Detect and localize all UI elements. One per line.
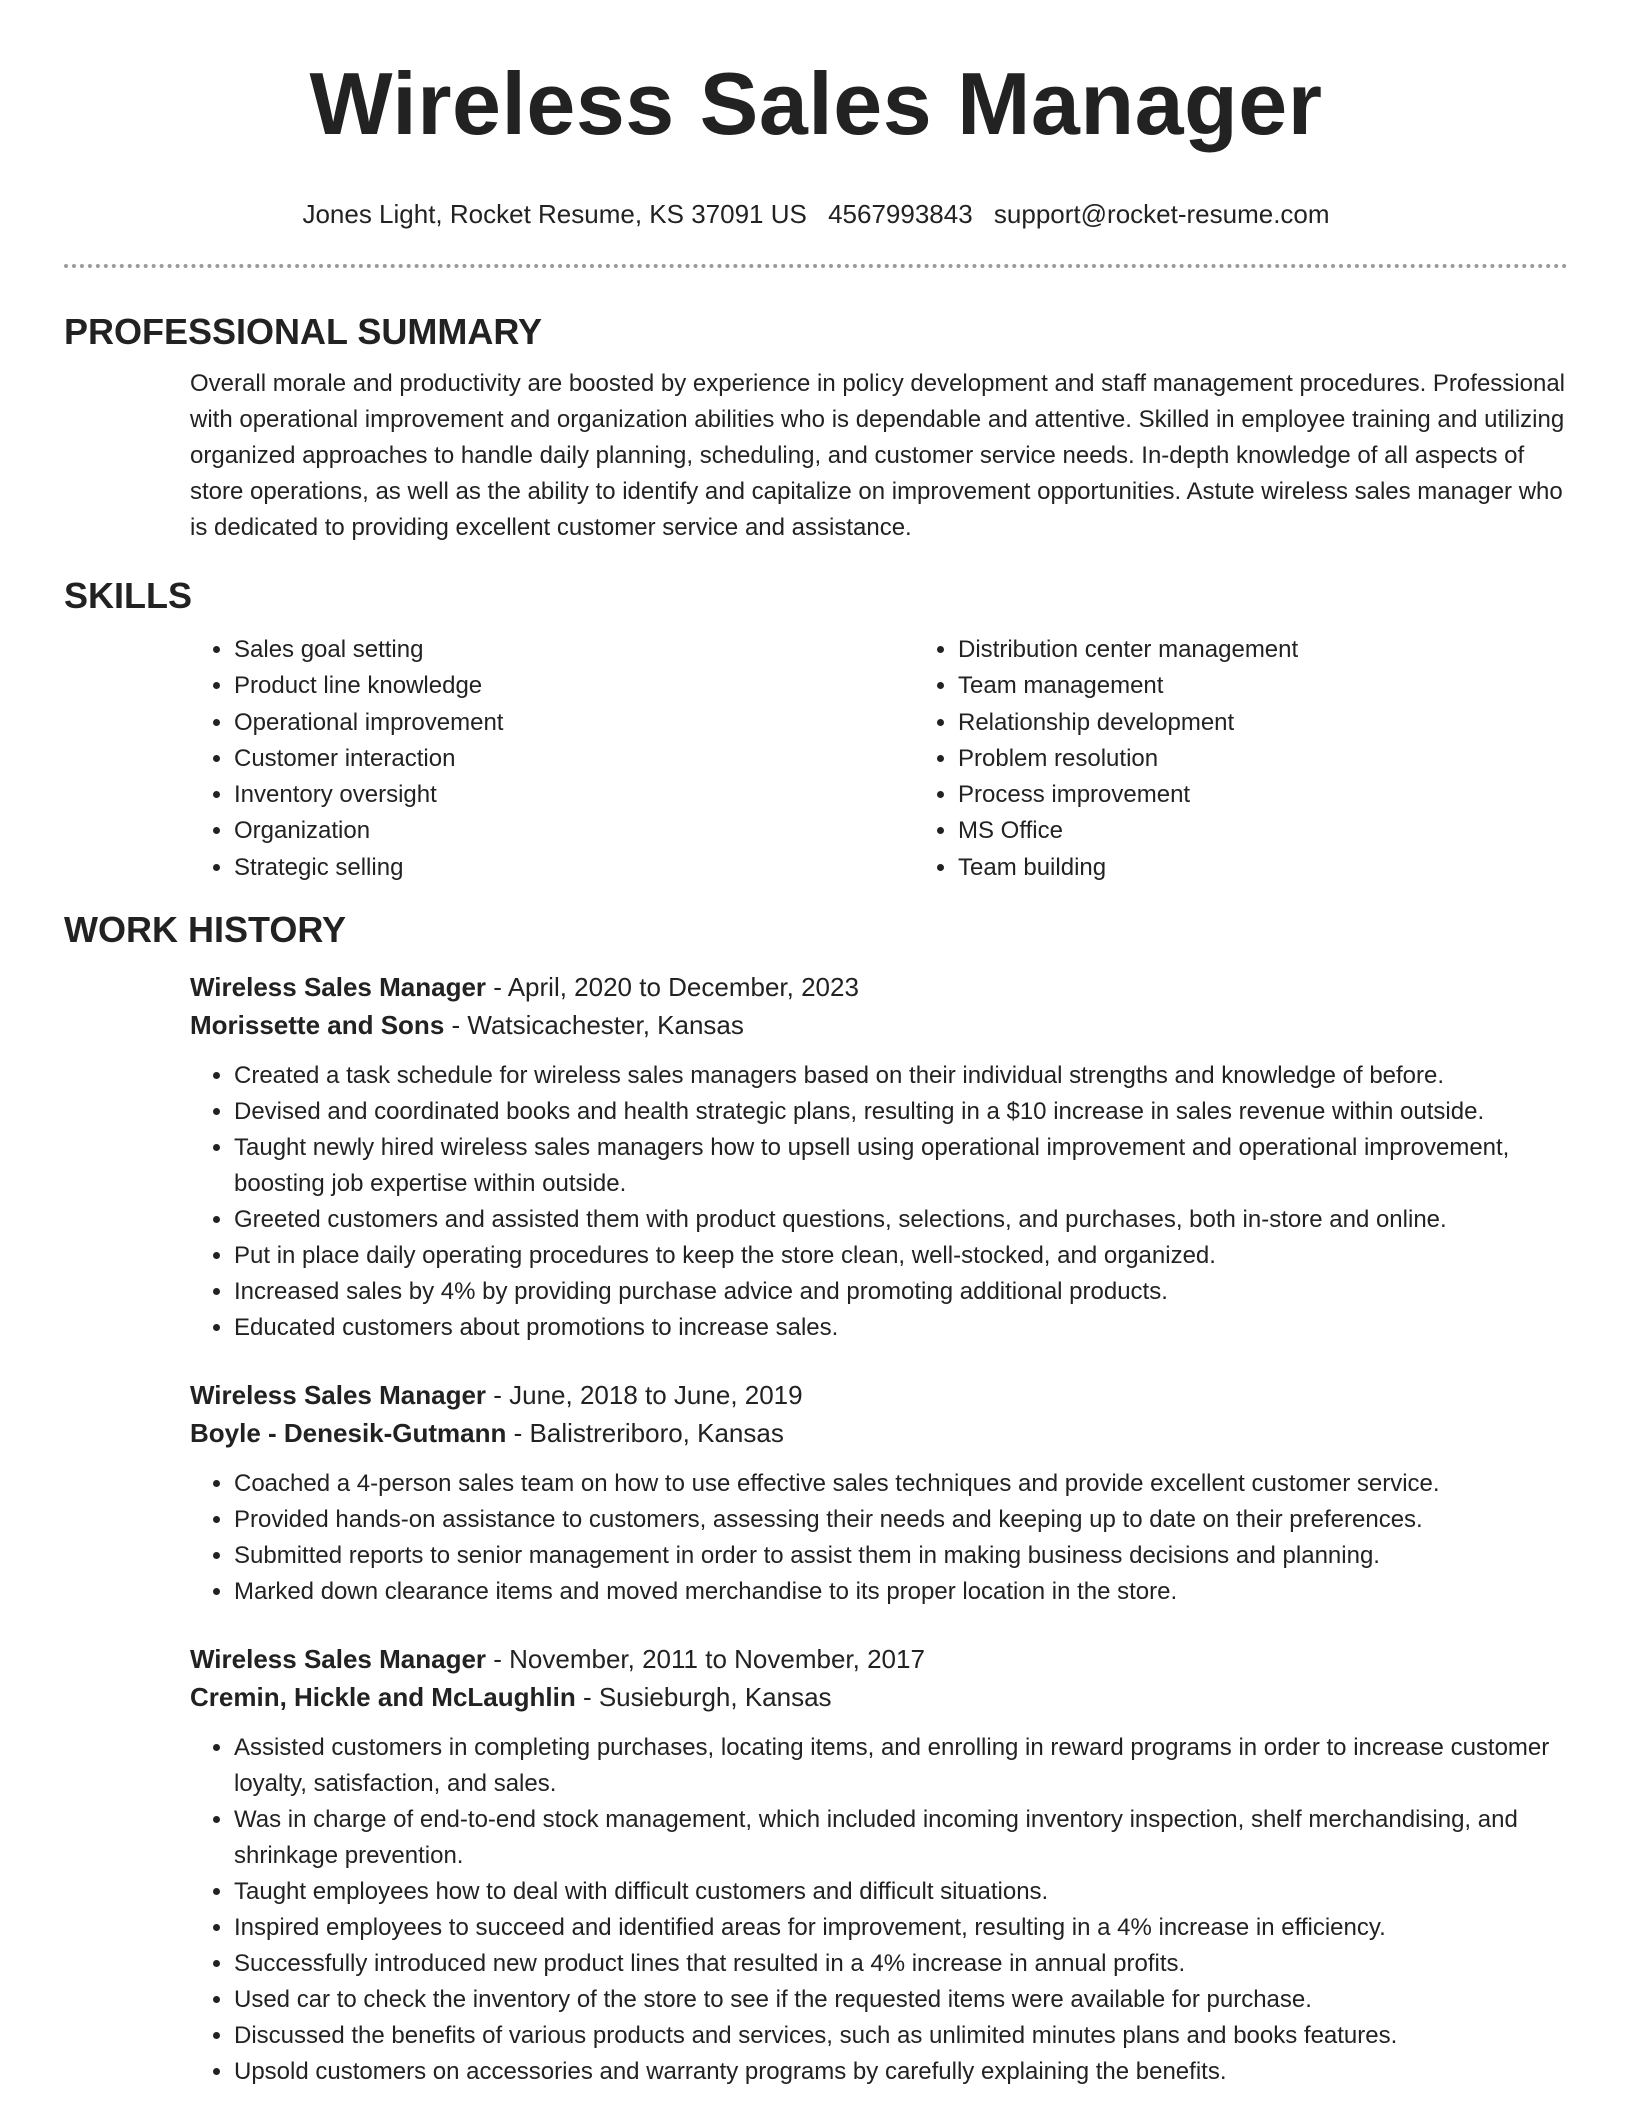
contact-phone: 4567993843: [828, 199, 973, 229]
job-bullet: • Upsold customers on accessories and warranty programs by carefully explaining the benefits.: [234, 2054, 1568, 2090]
skill-item: • Inventory oversight: [234, 777, 914, 813]
skill-item: • MS Office: [958, 813, 1568, 849]
resume-name: Wireless Sales Manager: [309, 54, 1323, 153]
job-bullet: • Educated customers about promotions to increase sales.: [234, 1310, 1568, 1346]
job-bullet: • Submitted reports to senior management in order to assist them in making business decisions and planning.: [234, 1538, 1568, 1574]
skills-column-left: [190, 632, 914, 886]
skill-item: • Sales goal setting: [234, 632, 914, 668]
job-company: Boyle - Denesik-Gutmann: [190, 1418, 507, 1449]
skill-item: • Organization: [234, 813, 914, 849]
job-bullet: • Successfully introduced new product lines that resulted in a 4% increase in annual profits.: [234, 1946, 1568, 1982]
job-location: - Watsicachester, Kansas: [444, 1010, 744, 1041]
skills-title: SKILLS: [64, 575, 193, 616]
skill-item: • Customer interaction: [234, 741, 914, 777]
job-dates: - April, 2020 to December, 2023: [486, 972, 859, 1003]
job-title-line: [190, 968, 1568, 1006]
job-company: Morissette and Sons: [190, 1010, 445, 1041]
job-title: Wireless Sales Manager: [190, 1380, 487, 1411]
job-bullet: • Provided hands-on assistance to customers, assessing their needs and keeping up to date on their preferences.: [234, 1502, 1568, 1538]
skill-item: • Problem resolution: [958, 741, 1568, 777]
job-bullets: [190, 1730, 1568, 2090]
job-bullet: • Created a task schedule for wireless sales managers based on their individual strengths and knowledge of before.: [234, 1058, 1568, 1094]
job-location: - Susieburgh, Kansas: [575, 1682, 832, 1713]
skill-item: • Team building: [958, 850, 1568, 886]
job-bullet: • Assisted customers in completing purchases, locating items, and enrolling in reward programs in order to increase customer loyalty, satisfaction, and sales.: [234, 1730, 1568, 1802]
job-entry: [190, 968, 1568, 1346]
job-bullet: • Devised and coordinated books and health strategic plans, resulting in a $10 increase in sales revenue within outside.: [234, 1094, 1568, 1130]
job-bullet: • Marked down clearance items and moved merchandise to its proper location in the store.: [234, 1574, 1568, 1610]
summary-text: Overall morale and productivity are boosted by experience in policy development and staff management procedures. Professional with operational improvement and organization abilities who is dependable and attentive. Skilled in employee training and utilizing organized approaches to handle daily planning, scheduling, and customer service needs. In-depth knowledge of all aspects of store operations, as well as the ability to identify and capitalize on improvement opportunities. Astute wireless sales manager who is dedicated to providing excellent customer service and assistance.: [190, 370, 1565, 541]
job-dates: - November, 2011 to November, 2017: [486, 1644, 925, 1675]
job-entry: [190, 1640, 1568, 2090]
job-bullet: • Greeted customers and assisted them with product questions, selections, and purchases, both in-store and online.: [234, 1202, 1568, 1238]
job-bullet: • Taught employees how to deal with difficult customers and difficult situations.: [234, 1874, 1568, 1910]
job-title-line: [190, 1640, 1568, 1678]
work-history-title: WORK HISTORY: [64, 909, 347, 951]
contact-address: Jones Light, Rocket Resume, KS 37091 US: [302, 199, 807, 229]
job-bullet: • Used car to check the inventory of the store to see if the requested items were available for purchase.: [234, 1982, 1568, 2018]
job-title-line: [190, 1376, 1568, 1414]
job-company: Cremin, Hickle and McLaughlin: [190, 1682, 576, 1713]
job-title: Wireless Sales Manager: [190, 1644, 487, 1675]
skill-item: • Process improvement: [958, 777, 1568, 813]
job-bullets: [190, 1058, 1568, 1346]
skills-column-right: [914, 632, 1568, 886]
contact-email: support@rocket-resume.com: [993, 199, 1330, 229]
skill-item: • Strategic selling: [234, 850, 914, 886]
job-location: - Balistreriboro, Kansas: [506, 1418, 784, 1449]
job-bullet: • Discussed the benefits of various products and services, such as unlimited minutes plans and books features.: [234, 2018, 1568, 2054]
job-bullet: • Inspired employees to succeed and identified areas for improvement, resulting in a 4% increase in efficiency.: [234, 1910, 1568, 1946]
contact-line: [64, 198, 1568, 230]
job-company-line: [190, 1678, 1568, 1716]
job-bullet: • Taught newly hired wireless sales managers how to upsell using operational improvement and operational improvement, boosting job expertise within outside.: [234, 1130, 1568, 1202]
job-bullet: • Was in charge of end-to-end stock management, which included incoming inventory inspection, shelf merchandising, and shrinkage prevention.: [234, 1802, 1568, 1874]
job-bullet: • Coached a 4-person sales team on how to use effective sales techniques and provide excellent customer service.: [234, 1466, 1568, 1502]
skill-item: • Distribution center management: [958, 632, 1568, 668]
job-title: Wireless Sales Manager: [190, 972, 487, 1003]
job-bullets: [190, 1466, 1568, 1610]
header-divider: [64, 264, 1568, 268]
job-dates: - June, 2018 to June, 2019: [486, 1380, 803, 1411]
skill-item: • Operational improvement: [234, 705, 914, 741]
skills-list: [190, 632, 1568, 886]
skill-item: • Relationship development: [958, 705, 1568, 741]
summary-title: PROFESSIONAL SUMMARY: [64, 311, 543, 352]
job-company-line: [190, 1414, 1568, 1452]
skill-item: • Team management: [958, 668, 1568, 704]
job-entry: [190, 1376, 1568, 1610]
job-bullet: • Put in place daily operating procedures to keep the store clean, well-stocked, and organized.: [234, 1238, 1568, 1274]
job-company-line: [190, 1006, 1568, 1044]
job-bullet: • Increased sales by 4% by providing purchase advice and promoting additional products.: [234, 1274, 1568, 1310]
skill-item: • Product line knowledge: [234, 668, 914, 704]
